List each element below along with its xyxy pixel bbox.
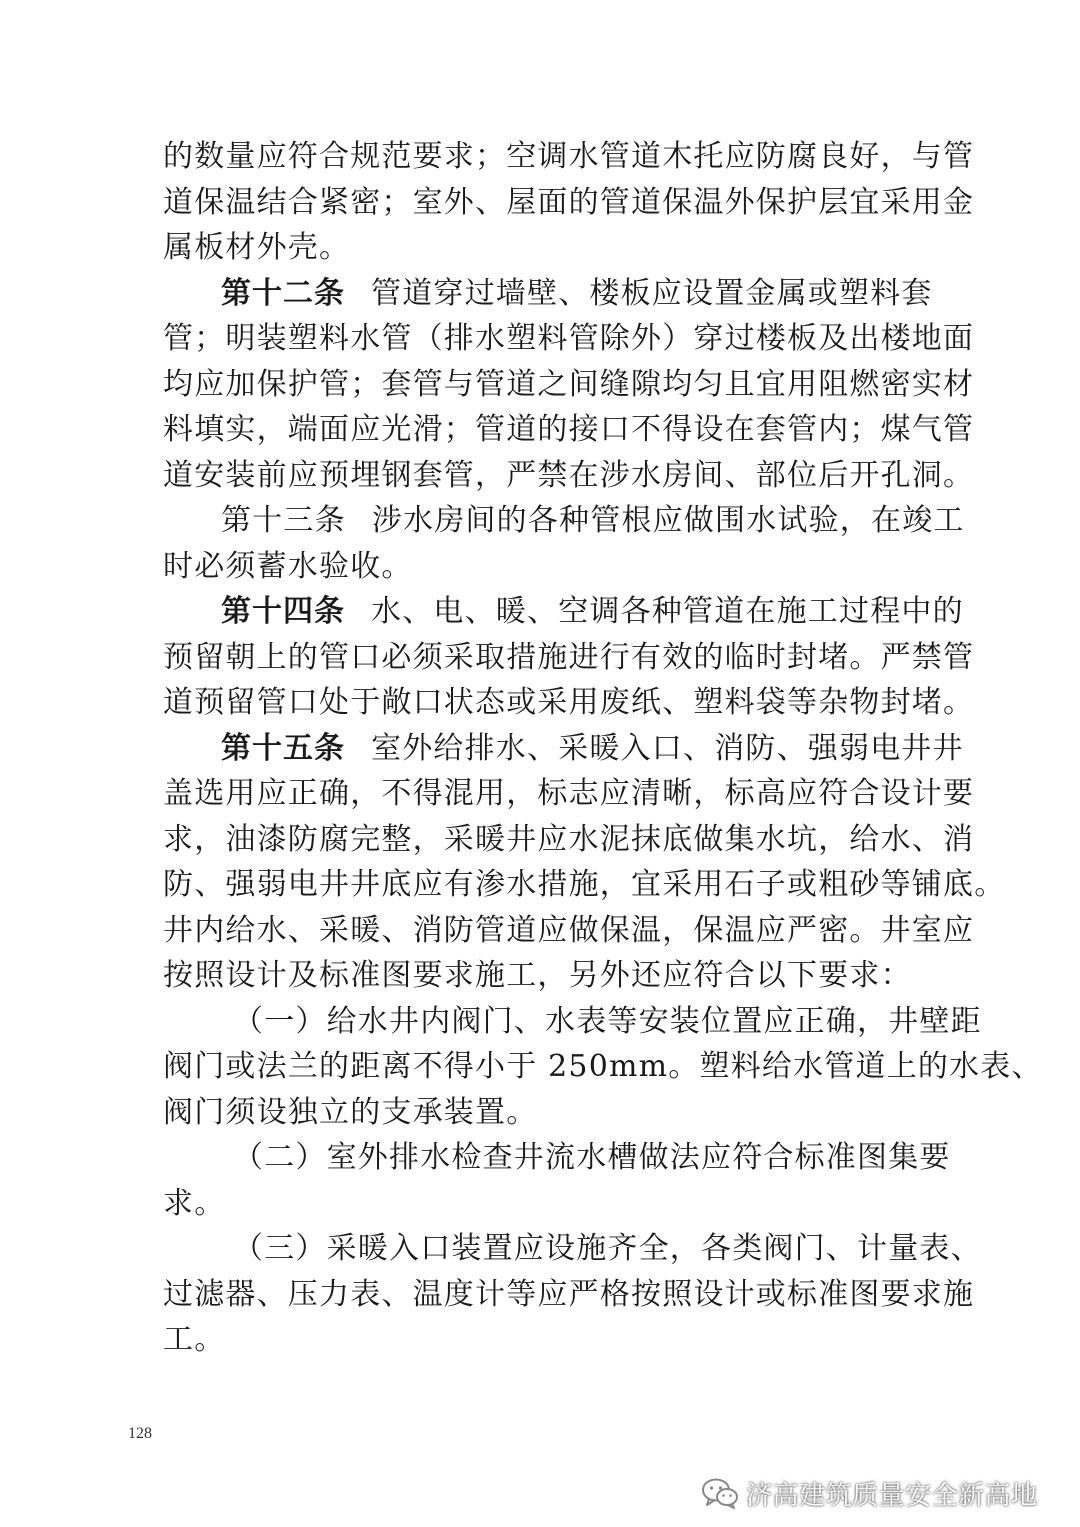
article-13-first-line <box>163 498 965 544</box>
text-line: 属板材外壳。 <box>163 230 351 265</box>
article-12-first-line <box>163 271 933 317</box>
item-3-first-line: （三）采暖入口装置应设施齐全，各类阀门、计量表、 <box>233 1231 982 1266</box>
watermark <box>700 1473 1038 1513</box>
article-14-label: 第十四条 <box>221 594 345 629</box>
article-14-first-line <box>163 589 964 635</box>
item-2-first-line: （二）室外排水检查井流水槽做法应符合标准图集要 <box>233 1140 951 1175</box>
text-line: 求，油漆防腐完整，采暖井应水泥抹底做集水坑，给水、消 <box>163 821 975 857</box>
text-line: 室外给排水、采暖入口、消防、强弱电井井 <box>371 730 964 766</box>
text-line: 涉水房间的各种管根应做围水试验，在竣工 <box>371 503 965 538</box>
text-line: 井内给水、采暖、消防管道应做保温，保温应严密。井室应 <box>163 912 975 948</box>
text-line: 预留朝上的管口必须采取措施进行有效的临时封堵。严禁管 <box>163 639 975 675</box>
text-line: 道保温结合紧密；室外、屋面的管道保温外保护层宜采用金 <box>163 184 975 220</box>
text-line: 管道穿过墙壁、楼板应设置金属或塑料套 <box>371 275 933 311</box>
item-1-first-line: （一）给水井内阀门、水表等安装位置应正确，井壁距 <box>233 1003 982 1039</box>
text-line: 防、强弱电井井底应有渗水措施，宜采用石子或粗砂等铺底。 <box>163 867 1006 902</box>
document-body <box>163 134 1043 1363</box>
text-line: 工。 <box>163 1322 226 1357</box>
watermark-text: 济高建筑质量安全新高地 <box>746 1480 1038 1511</box>
article-15-first-line <box>163 726 964 772</box>
text-line: 管；明装塑料水管（排水塑料管除外）穿过楼板及出楼地面 <box>163 321 975 356</box>
text-line: 道安装前应预埋钢套管，严禁在涉水房间、部位后开孔洞。 <box>163 457 975 493</box>
text-line: 过滤器、压力表、温度计等应严格按照设计或标准图要求施 <box>163 1276 975 1312</box>
article-12-label: 第十二条 <box>221 275 345 311</box>
text-line: 的数量应符合规范要求；空调水管道木托应防腐良好，与管 <box>163 139 975 174</box>
text-line: 道预留管口处于敞口状态或采用废纸、塑料袋等杂物封堵。 <box>163 685 975 720</box>
text-line: 时必须蓄水验收。 <box>163 548 413 584</box>
text-line: 求。 <box>163 1185 226 1221</box>
text-line: 水、电、暖、空调各种管道在施工过程中的 <box>371 594 964 629</box>
text-line: 阀门须设独立的支承装置。 <box>163 1094 538 1130</box>
wechat-icon <box>700 1476 740 1510</box>
text-line: 均应加保护管；套管与管道之间缝隙均匀且宜用阻燃密实材 <box>163 366 975 402</box>
text-line: 阀门或法兰的距离不得小于 250mm。塑料给水管道上的水表、 <box>163 1049 1043 1084</box>
text-line: 料填实，端面应光滑；管道的接口不得设在套管内；煤气管 <box>163 412 975 447</box>
text-line: 按照设计及标准图要求施工，另外还应符合以下要求： <box>163 958 912 993</box>
article-15-label: 第十五条 <box>221 730 345 766</box>
text-line: 盖选用应正确，不得混用，标志应清晰，标高应符合设计要 <box>163 776 975 811</box>
article-13-label: 第十三条 <box>221 503 346 538</box>
page-number: 128 <box>128 1425 152 1442</box>
